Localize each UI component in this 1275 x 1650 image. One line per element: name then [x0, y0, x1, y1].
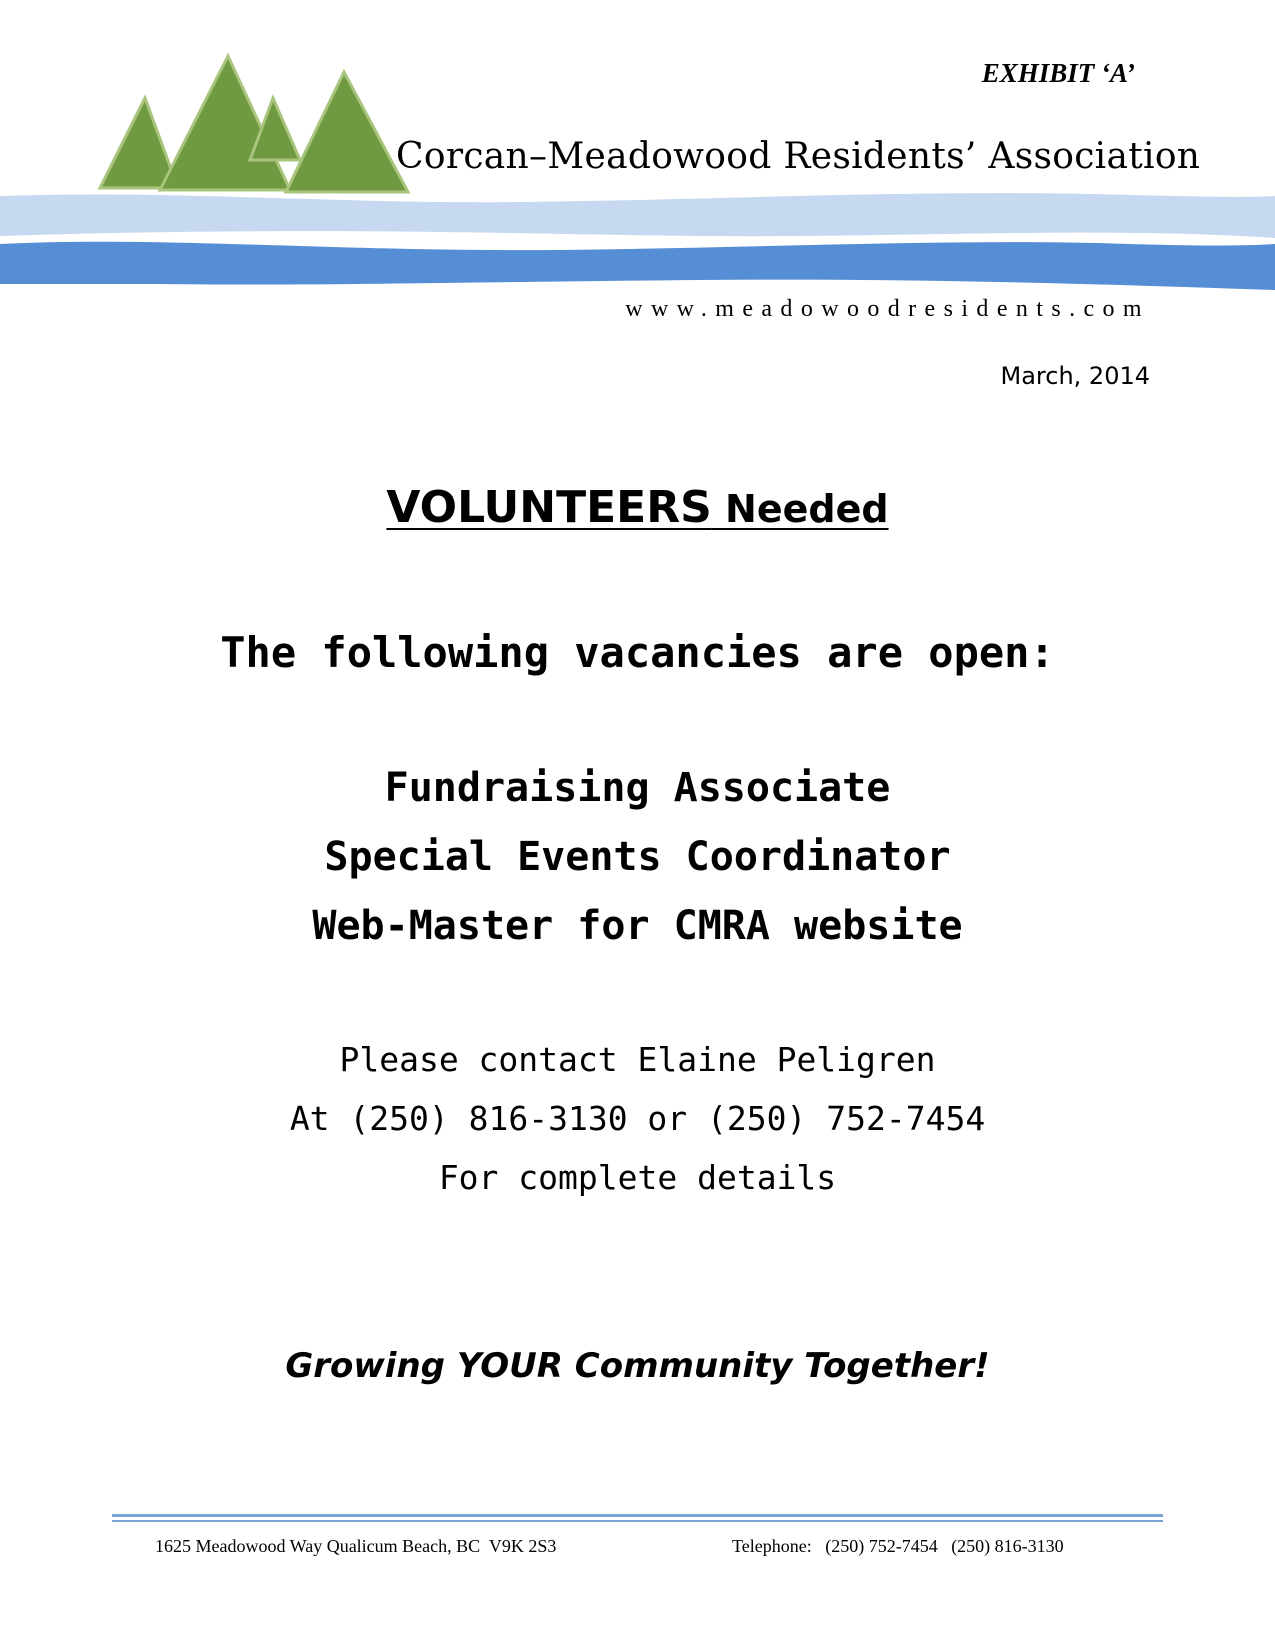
- document-date: March, 2014: [1000, 362, 1150, 390]
- contact-line: Please contact Elaine Peligren: [339, 1040, 936, 1079]
- tagline: Growing YOUR Community Together!: [285, 1346, 990, 1386]
- contact-line: At (250) 816-3130 or (250) 752-7454: [289, 1099, 986, 1138]
- intro-line: The following vacancies are open:: [220, 628, 1055, 677]
- organization-name: Corcan–Meadowood Residents’ Association: [396, 136, 1201, 177]
- footer-divider: [112, 1514, 1163, 1517]
- vacancy-item: Fundraising Associate: [384, 765, 891, 811]
- exhibit-label: EXHIBIT ‘A’: [981, 58, 1135, 88]
- headline-rest: Needed: [725, 487, 889, 531]
- footer-divider: [112, 1520, 1163, 1522]
- wave-dark: [0, 242, 1275, 290]
- vacancy-item: Special Events Coordinator: [324, 834, 951, 880]
- headline-bold-word: VOLUNTEERS: [386, 482, 712, 533]
- website-url: www.meadowoodresidents.com: [625, 296, 1150, 322]
- contact-line: For complete details: [438, 1158, 837, 1197]
- footer-address: 1625 Meadowood Way Qualicum Beach, BC V9K 2S3: [155, 1536, 557, 1556]
- headline: [0, 482, 1275, 533]
- vacancy-item: Web-Master for CMRA website: [312, 903, 963, 949]
- footer-telephone: Telephone: (250) 752-7454 (250) 816-3130: [732, 1536, 1064, 1556]
- wave-light: [0, 193, 1275, 238]
- mountain-right-icon: [286, 72, 408, 192]
